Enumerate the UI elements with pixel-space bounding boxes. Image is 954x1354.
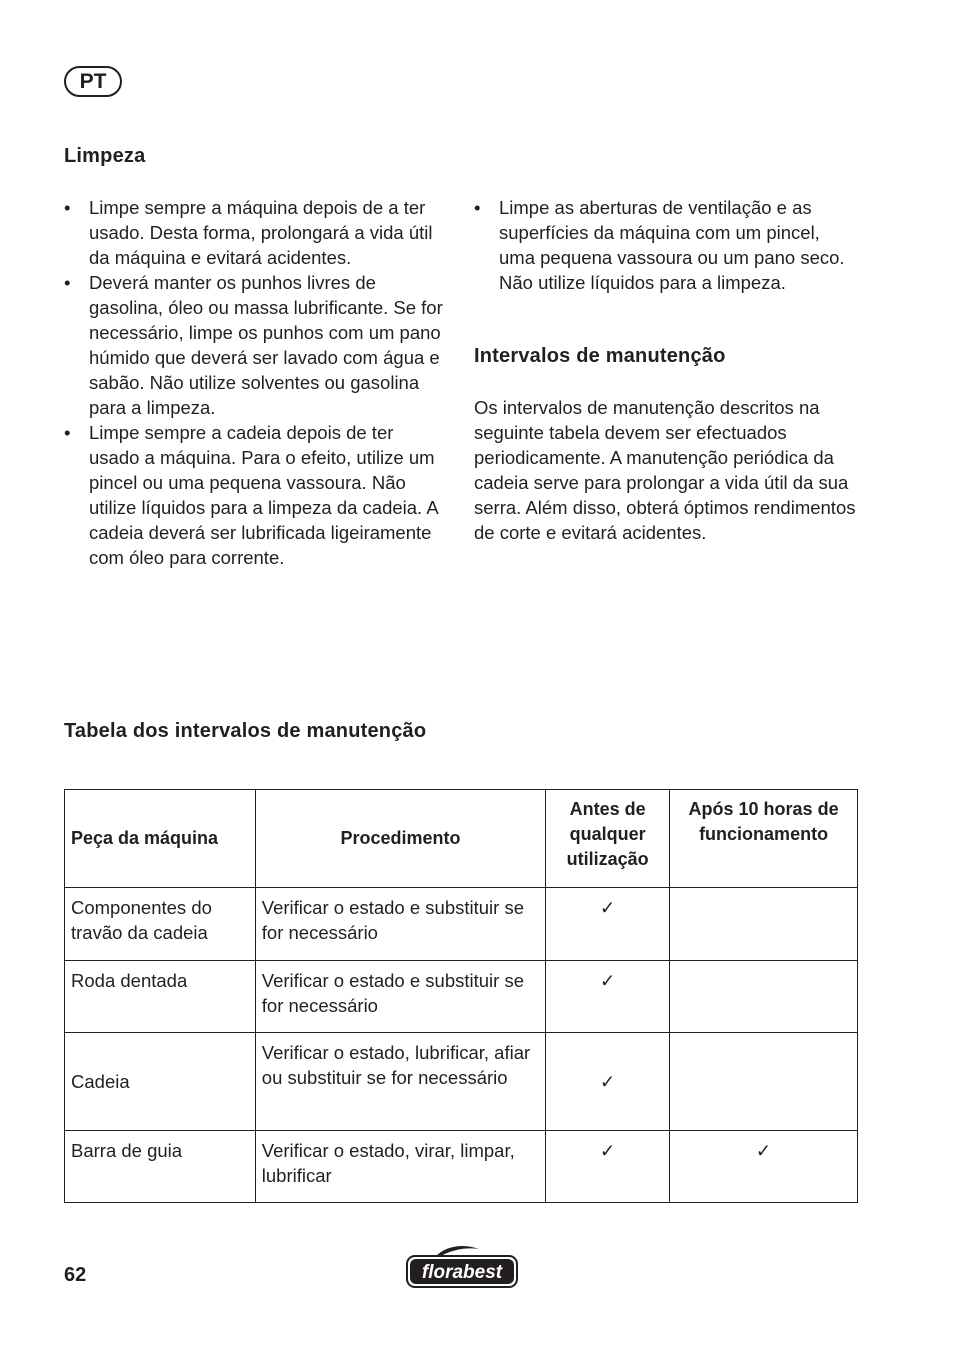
check-icon: ✓ bbox=[546, 888, 670, 961]
cell-procedure: Verificar o estado e substituir se for necessário bbox=[255, 961, 545, 1033]
table-row bbox=[65, 888, 858, 961]
section-title-limpeza: Limpeza bbox=[64, 145, 146, 167]
cell-after10h bbox=[670, 1033, 858, 1131]
language-badge bbox=[64, 66, 122, 97]
list-item: • Limpe as aberturas de ventilação e as superfícies da máquina com um pincel, uma pequena vassoura ou um pano seco. Não utilize líquidos para a limpeza. bbox=[474, 195, 856, 295]
cell-part: Roda dentada bbox=[65, 961, 256, 1033]
header-before-use: Antes de qualquer utilização bbox=[546, 790, 670, 888]
list-item: • Limpe sempre a cadeia depois de ter usado a máquina. Para o efeito, utilize um pincel ou uma pequena vassoura. Não utilize líquidos para a limpeza da cadeia. A cadeia deverá ser lubrificada ligeiramente com óleo para corrente. bbox=[64, 420, 444, 570]
intervalos-paragraph: Os intervalos de manutenção descritos na seguinte tabela devem ser efectuados periodicamente. A manutenção periódica da cadeia serve para prolongar a vida útil da sua serra. Além disso, obterá óptimos rendimentos de corte e evitará acidentes. bbox=[474, 397, 856, 543]
table-row bbox=[65, 961, 858, 1033]
table-header-row bbox=[65, 790, 858, 888]
header-after-10h: Após 10 horas de funcionamento bbox=[670, 790, 858, 888]
section-title-intervalos: Intervalos de manutenção bbox=[474, 345, 726, 367]
cell-part: Componentes do travão da cadeia bbox=[65, 888, 256, 961]
cell-procedure: Verificar o estado, virar, limpar, lubrificar bbox=[255, 1131, 545, 1203]
right-column bbox=[474, 195, 856, 295]
section-title-tabela: Tabela dos intervalos de manutenção bbox=[64, 720, 427, 742]
check-icon: ✓ bbox=[546, 961, 670, 1033]
florabest-logo bbox=[405, 1243, 519, 1289]
table-row bbox=[65, 1131, 858, 1203]
maintenance-table bbox=[64, 789, 858, 1203]
cell-after10h bbox=[670, 888, 858, 961]
cell-part: Cadeia bbox=[65, 1033, 256, 1131]
list-item: • Limpe sempre a máquina depois de a ter usado. Desta forma, prolongará a vida útil da máquina e evitará acidentes. bbox=[64, 195, 444, 270]
cell-after10h bbox=[670, 961, 858, 1033]
limpeza-bullet-list-right bbox=[474, 195, 856, 295]
check-icon: ✓ bbox=[546, 1131, 670, 1203]
brand-text: florabest bbox=[421, 1262, 503, 1283]
cell-procedure: Verificar o estado e substituir se for necessário bbox=[255, 888, 545, 961]
check-icon: ✓ bbox=[670, 1131, 858, 1203]
left-column bbox=[64, 195, 444, 570]
table-row bbox=[65, 1033, 858, 1131]
limpeza-bullet-list bbox=[64, 195, 444, 570]
header-part: Peça da máquina bbox=[65, 790, 256, 888]
cell-procedure: Verificar o estado, lubrificar, afiar ou substituir se for necessário bbox=[255, 1033, 545, 1131]
cell-part: Barra de guia bbox=[65, 1131, 256, 1203]
check-icon: ✓ bbox=[546, 1033, 670, 1131]
list-item: • Deverá manter os punhos livres de gasolina, óleo ou massa lubrificante. Se for necessário, limpe os punhos com um pano húmido que deverá ser lavado com água e sabão. Não utilize solventes ou gasolina para a limpeza. bbox=[64, 270, 444, 420]
intervalos-text bbox=[474, 395, 856, 545]
language-code: PT bbox=[79, 69, 107, 93]
page-number: 62 bbox=[64, 1264, 87, 1286]
header-procedure: Procedimento bbox=[255, 790, 545, 888]
